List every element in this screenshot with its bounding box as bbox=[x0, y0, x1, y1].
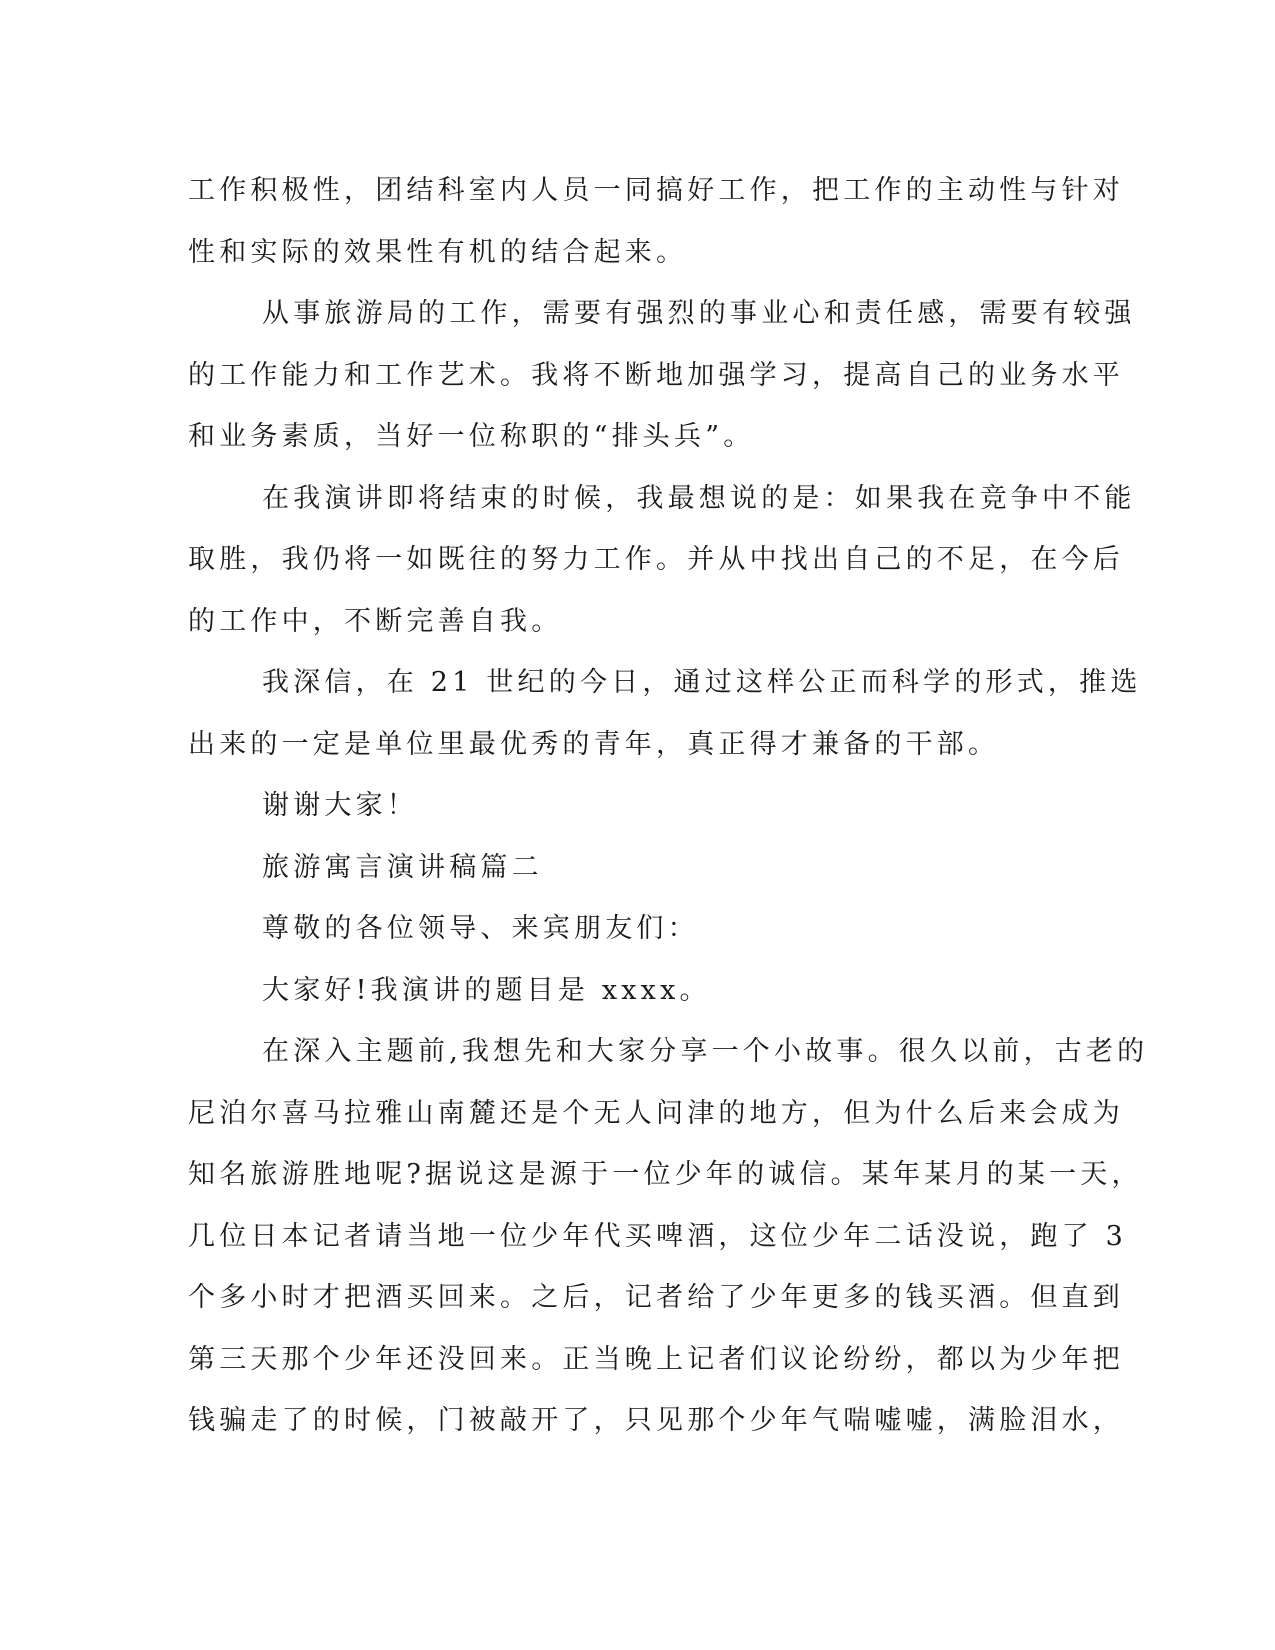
paragraph-start-line: 在我演讲即将结束的时候，我最想说的是：如果我在竞争中不能 bbox=[262, 482, 1136, 514]
text-line: 几位日本记者请当地一位少年代买啤酒，这位少年二话没说，跑了 3 bbox=[188, 1220, 1127, 1252]
closing-thanks: 谢谢大家！ bbox=[262, 790, 418, 821]
text-line: 性和实际的效果性有机的结合起来。 bbox=[188, 236, 688, 268]
text-line: 知名旅游胜地呢?据说这是源于一位少年的诚信。某年某月的某一天， bbox=[188, 1159, 1143, 1190]
text-line: 个多小时才把酒买回来。之后，记者给了少年更多的钱买酒。但直到 bbox=[188, 1282, 1124, 1313]
text-line: 的工作能力和工作艺术。我将不断地加强学习，提高自己的业务水平 bbox=[188, 359, 1124, 391]
paragraph-start-line: 我深信，在 21 世纪的今日，通过这样公正而科学的形式，推选 bbox=[262, 667, 1142, 698]
text-line: 取胜，我仍将一如既往的努力工作。并从中找出自己的不足，在今后 bbox=[188, 544, 1124, 575]
salutation: 尊敬的各位领导、来宾朋友们： bbox=[262, 913, 699, 944]
text-line: 出来的一定是单位里最优秀的青年，真正得才兼备的干部。 bbox=[188, 728, 1000, 760]
greeting-line: 大家好!我演讲的题目是 xxxx。 bbox=[262, 974, 711, 1006]
text-line: 第三天那个少年还没回来。正当晚上记者们议论纷纷，都以为少年把 bbox=[188, 1343, 1124, 1375]
text-line: 工作积极性，团结科室内人员一同搞好工作，把工作的主动性与针对 bbox=[188, 175, 1124, 206]
text-line: 和业务素质，当好一位称职的“排头兵”。 bbox=[188, 421, 755, 452]
paragraph-start-line: 从事旅游局的工作，需要有强烈的事业心和责任感，需要有较强 bbox=[262, 298, 1136, 329]
text-line: 钱骗走了的时候，门被敲开了，只见那个少年气喘嘘嘘，满脸泪水， bbox=[188, 1405, 1124, 1436]
text-line: 的工作中，不断完善自我。 bbox=[188, 605, 563, 637]
paragraph-start-line: 在深入主题前,我想先和大家分享一个小故事。很久以前，古老的 bbox=[262, 1036, 1149, 1067]
section-title: 旅游寓言演讲稿篇二 bbox=[262, 851, 543, 883]
document-body bbox=[188, 160, 1149, 1452]
text-line: 尼泊尔喜马拉雅山南麓还是个无人问津的地方，但为什么后来会成为 bbox=[188, 1097, 1124, 1129]
